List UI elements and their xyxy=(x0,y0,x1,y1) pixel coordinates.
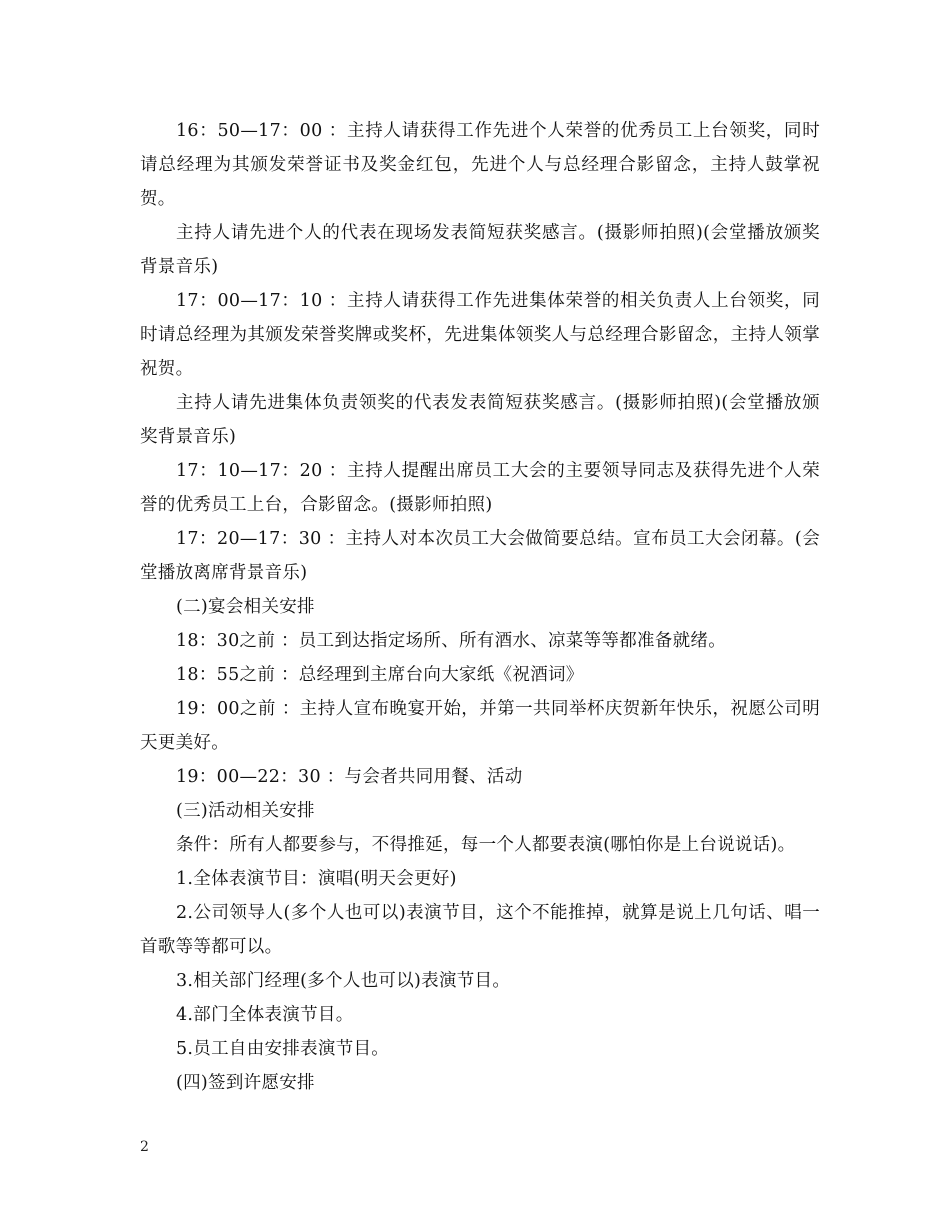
list-item-4: 4.部门全体表演节目。 xyxy=(176,1005,354,1025)
paragraph-award-individual: 16：50—17：00 ：主持人请获得工作先进个人荣誉的优秀员工上台领奖，同时请总经理为其颁发荣誉证书及奖金红包，先进个人与总经理合影留念，主持人鼓掌祝贺。 xyxy=(140,121,820,209)
paragraph-conditions: 条件：所有人都要参与，不得推延，每一个人都要表演(哪怕你是上台说说话)。 xyxy=(176,835,796,855)
paragraph-dining: 19：00—22：30 ：与会者共同用餐、活动 xyxy=(176,767,523,787)
paragraph-collective-speech: 主持人请先进集体负责领奖的代表发表简短获奖感言。(摄影师拍照)(会堂播放颁奖背景音乐) xyxy=(140,393,820,447)
section-heading-signin: (四)签到许愿安排 xyxy=(176,1073,315,1093)
list-item-5: 5.员工自由安排表演节目。 xyxy=(176,1039,390,1059)
section-heading-activities: (三)活动相关安排 xyxy=(176,801,315,821)
page-number: 2 xyxy=(140,1139,149,1155)
list-item-2: 2.公司领导人(多个人也可以)表演节目，这个不能推掉，就算是说上几句话、唱一首歌等等都可以。 xyxy=(140,903,820,957)
list-item-1: 1.全体表演节目：演唱(明天会更好) xyxy=(176,869,457,889)
paragraph-toast: 18：55之前 ：总经理到主席台向大家纸《祝酒词》 xyxy=(176,665,584,685)
paragraph-banquet-start: 19：00之前 ：主持人宣布晚宴开始，并第一共同举杯庆贺新年快乐，祝愿公司明天更美好。 xyxy=(140,699,820,753)
list-item-3: 3.相关部门经理(多个人也可以)表演节目。 xyxy=(176,971,511,991)
paragraph-individual-speech: 主持人请先进个人的代表在现场发表简短获奖感言。(摄影师拍照)(会堂播放颁奖背景音乐) xyxy=(140,223,820,277)
paragraph-group-photo: 17：10—17：20 ：主持人提醒出席员工大会的主要领导同志及获得先进个人荣誉的优秀员工上台，合影留念。(摄影师拍照) xyxy=(140,461,820,515)
paragraph-closing: 17：20—17：30 ：主持人对本次员工大会做简要总结。宣布员工大会闭幕。(会堂播放离席背景音乐) xyxy=(140,529,820,583)
section-heading-banquet: (二)宴会相关安排 xyxy=(176,597,315,617)
paragraph-award-collective: 17：00—17：10 ：主持人请获得工作先进集体荣誉的相关负责人上台领奖，同时请总经理为其颁发荣誉奖牌或奖杯，先进集体领奖人与总经理合影留念，主持人领掌祝贺。 xyxy=(140,291,820,379)
paragraph-banquet-prep: 18：30之前 ：员工到达指定场所、所有酒水、凉菜等等都准备就绪。 xyxy=(176,631,726,651)
document-body xyxy=(140,114,820,1100)
